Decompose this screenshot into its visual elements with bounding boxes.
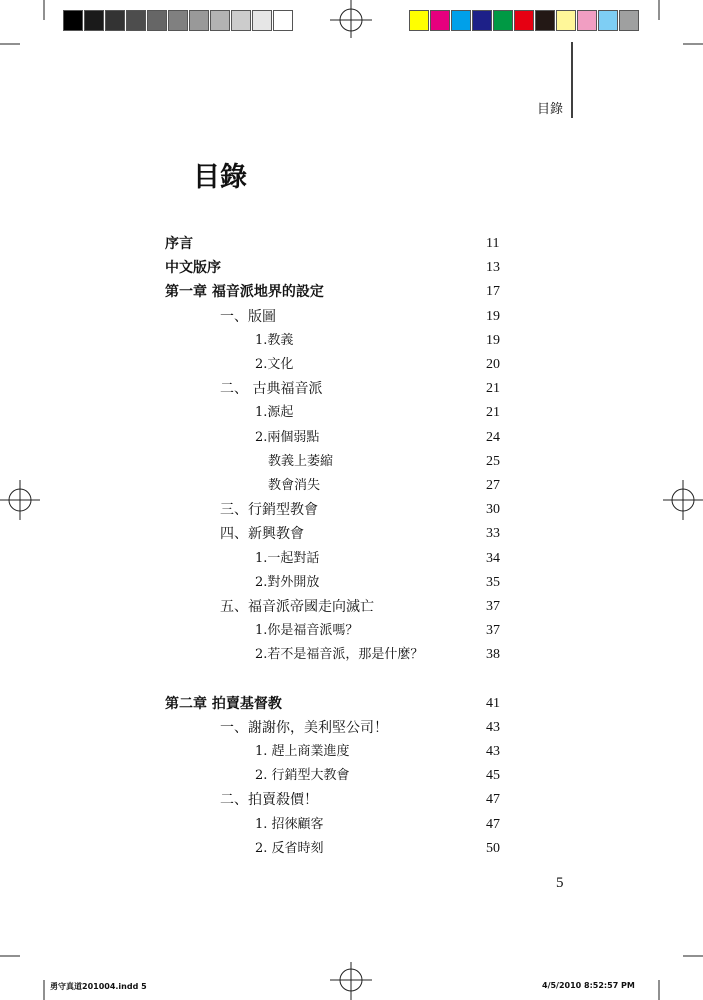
- toc-entry-title: 2.對外開放: [255, 574, 320, 590]
- toc-entry-page: 17: [486, 284, 500, 300]
- toc-entry-page: 45: [486, 768, 500, 784]
- color-swatch: [451, 10, 471, 31]
- gray-swatch: [189, 10, 209, 31]
- color-swatch: [430, 10, 450, 31]
- color-swatch: [514, 10, 534, 31]
- toc-entry-page: 13: [486, 260, 500, 276]
- toc-entry-title: 一、謝謝你，美利堅公司！: [220, 719, 388, 736]
- page-title: 目錄: [193, 162, 247, 193]
- toc-entry-title: 二、拍賣殺價！: [220, 792, 318, 809]
- toc-entry-page: 19: [486, 308, 500, 324]
- toc-entry-title: 1.源起: [255, 405, 294, 421]
- toc-entry-page: 38: [486, 647, 500, 663]
- toc-entry-title: 中文版序: [165, 260, 221, 277]
- slug-filename: 勇守真道201004.indd 5: [50, 982, 147, 991]
- toc-entry-page: 19: [486, 332, 500, 348]
- toc-entry-title: 教義上萎縮: [268, 453, 334, 469]
- gray-swatch: [252, 10, 272, 31]
- toc-entry-page: 43: [486, 719, 500, 735]
- toc-entry-title: 教會消失: [268, 478, 321, 493]
- color-swatch: [598, 10, 618, 31]
- toc-entry-page: 34: [486, 550, 500, 566]
- gray-swatch: [84, 10, 104, 31]
- toc-entry-page: 47: [486, 816, 500, 832]
- color-swatch: [619, 10, 639, 31]
- toc-entry-title: 1.一起對話: [255, 550, 320, 566]
- toc-entry-page: 33: [486, 526, 500, 542]
- toc-entry-title: 2.兩個弱點: [255, 429, 320, 445]
- toc-entry-page: 47: [486, 792, 500, 808]
- color-swatch: [556, 10, 576, 31]
- toc-entry-page: 27: [486, 478, 500, 493]
- toc-entry-page: 24: [486, 429, 500, 445]
- gray-swatch: [63, 10, 83, 31]
- toc-entry-title: 五、福音派帝國走向滅亡: [220, 599, 374, 615]
- gray-swatch: [273, 10, 293, 31]
- toc-entry-title: 三、行銷型教會: [220, 502, 318, 519]
- color-swatch: [535, 10, 555, 31]
- color-swatch: [577, 10, 597, 31]
- toc-entry-page: 30: [486, 502, 500, 518]
- toc-entry-title: 2. 反省時刻: [255, 840, 324, 856]
- color-swatch: [472, 10, 492, 31]
- toc-entry-title: 序言: [165, 236, 193, 252]
- toc-entry-title: 1. 招徠顧客: [255, 816, 324, 832]
- gray-swatch: [126, 10, 146, 31]
- toc-entry-title: 1.你是福音派嗎？: [255, 623, 359, 639]
- toc-entry-page: 21: [486, 381, 500, 397]
- gray-swatch: [168, 10, 188, 31]
- toc-entry-title: 1.教義: [255, 332, 294, 348]
- color-swatch: [409, 10, 429, 31]
- slug-datetime: 4/5/2010 8:52:57 PM: [542, 981, 635, 990]
- gray-swatch: [105, 10, 125, 31]
- toc-entry-page: 43: [486, 744, 500, 759]
- toc-entry-title: 四、新興教會: [220, 526, 304, 543]
- toc-entry-page: 20: [486, 357, 500, 372]
- toc-entry-title: 第二章 拍賣基督教: [165, 695, 282, 712]
- toc-entry-page: 37: [486, 599, 500, 614]
- toc-entry-page: 11: [486, 236, 500, 251]
- running-head: 目錄: [537, 102, 564, 117]
- toc-entry-title: 二、 古典福音派: [220, 381, 323, 398]
- toc-entry-title: 第一章 福音派地界的設定: [165, 284, 324, 301]
- toc-entry-page: 37: [486, 623, 500, 639]
- color-swatch: [493, 10, 513, 31]
- toc-entry-page: 35: [486, 574, 500, 590]
- gray-swatch: [147, 10, 167, 31]
- toc-entry-title: 2.若不是福音派，那是什麼？: [255, 647, 424, 663]
- toc-entry-title: 1. 趕上商業進度: [255, 744, 350, 759]
- toc-entry-page: 50: [486, 840, 500, 856]
- gray-swatch: [210, 10, 230, 31]
- page-number: 5: [556, 875, 564, 891]
- toc-entry-page: 25: [486, 453, 500, 469]
- gray-swatch: [231, 10, 251, 31]
- toc-entry-title: 2. 行銷型大教會: [255, 768, 350, 784]
- toc-entry-title: 2.文化: [255, 357, 294, 372]
- toc-entry-page: 21: [486, 405, 500, 421]
- toc-entry-title: 一、版圖: [220, 308, 276, 325]
- toc-entry-page: 41: [486, 695, 500, 711]
